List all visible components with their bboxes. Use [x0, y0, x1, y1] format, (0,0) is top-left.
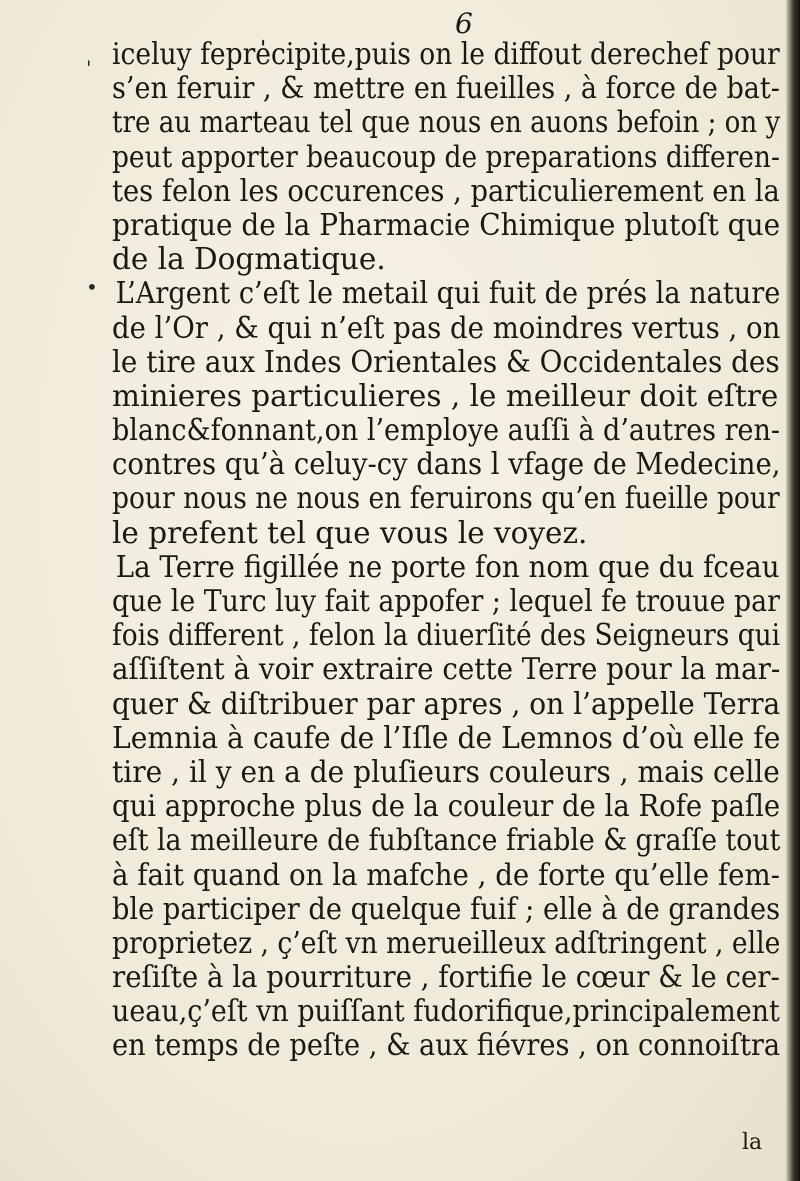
text-line: à fait quand on la mafche , de forte qu’elle fem- — [112, 857, 781, 893]
text-line: fois different , felon la diuerſité des Seigneurs qui — [112, 618, 781, 654]
text-line: en temps de peſte , & aux fiévres , on connoiſtra — [112, 1028, 781, 1064]
text-line: pour nous ne nous en feruirons qu’en fueille pour — [112, 481, 780, 517]
text-line: s’en feruir , & mettre en fueilles , à force de bat- — [112, 71, 780, 107]
margin-mark-apostrophe: ' — [86, 56, 92, 80]
text-line: peut apporter beaucoup de preparations differen- — [112, 139, 780, 175]
text-line: proprietez , ç’eſt vn merueilleux adſtringent , elle — [112, 925, 781, 961]
text-line: quer & diſtribuer par apres , on l’appelle Terra — [112, 686, 781, 722]
text-line: minieres particulieres , le meilleur doit eſtre — [112, 378, 779, 414]
text-line: ble participer de quelque fuif ; elle à de grandes — [112, 891, 781, 927]
text-line: de la Dogmatique. — [112, 242, 386, 278]
catchword: la — [742, 1130, 763, 1155]
page-number: 6 — [455, 7, 473, 40]
text-line: ueau,ç’eſt vn puiſſant fudorifique,principalement — [112, 994, 780, 1030]
text-line: de l’Or , & qui n’eſt pas de moindres vertus , on — [112, 310, 781, 346]
text-line: tre au marteau tel que nous en auons befoin ; on y — [112, 105, 781, 141]
margin-mark-bullet: • — [86, 275, 98, 299]
text-line: iceluy fepre̍cipite,puis on le diffout derechef pour — [112, 37, 780, 72]
text-line: qui approche plus de la couleur de la Rofe paſle — [112, 789, 781, 825]
text-line: le tire aux Indes Orientales & Occidentales des — [112, 344, 780, 380]
text-line: Lemnia à caufe de l’Iſle de Lemnos d’où elle fe — [112, 720, 781, 756]
text-line: tes felon les occurences , particulierement en la — [112, 173, 780, 209]
paragraph-start-line: La Terre figillée ne porte fon nom que du fceau — [115, 549, 780, 585]
text-line: tire , il y en a de pluſieurs couleurs , mais celle — [112, 754, 780, 790]
text-line: contres qu’à celuy-cy dans l vfage de Medecine, — [112, 447, 781, 483]
text-line: pratique de la Pharmacie Chimique plutoſt que — [112, 207, 781, 243]
text-line: que le Turc luy fait appofer ; lequel fe trouue par — [112, 584, 780, 619]
paragraph-start-line: L’Argent c’eſt le metail qui fuit de prés la nature — [115, 276, 781, 312]
text-line: blanc&fonnant,on l’employe auſſi à d’autres ren- — [112, 413, 781, 449]
body-text — [112, 38, 792, 1064]
text-line: le prefent tel que vous le voyez. — [112, 515, 588, 551]
text-line: eſt la meilleure de fubſtance friable & graſſe tout — [112, 823, 781, 859]
text-line: aſſiſtent à voir extraire cette Terre pour la mar- — [112, 652, 781, 688]
text-line: reſiſte à la pourriture , fortifie le cœur & le cer- — [112, 960, 780, 996]
